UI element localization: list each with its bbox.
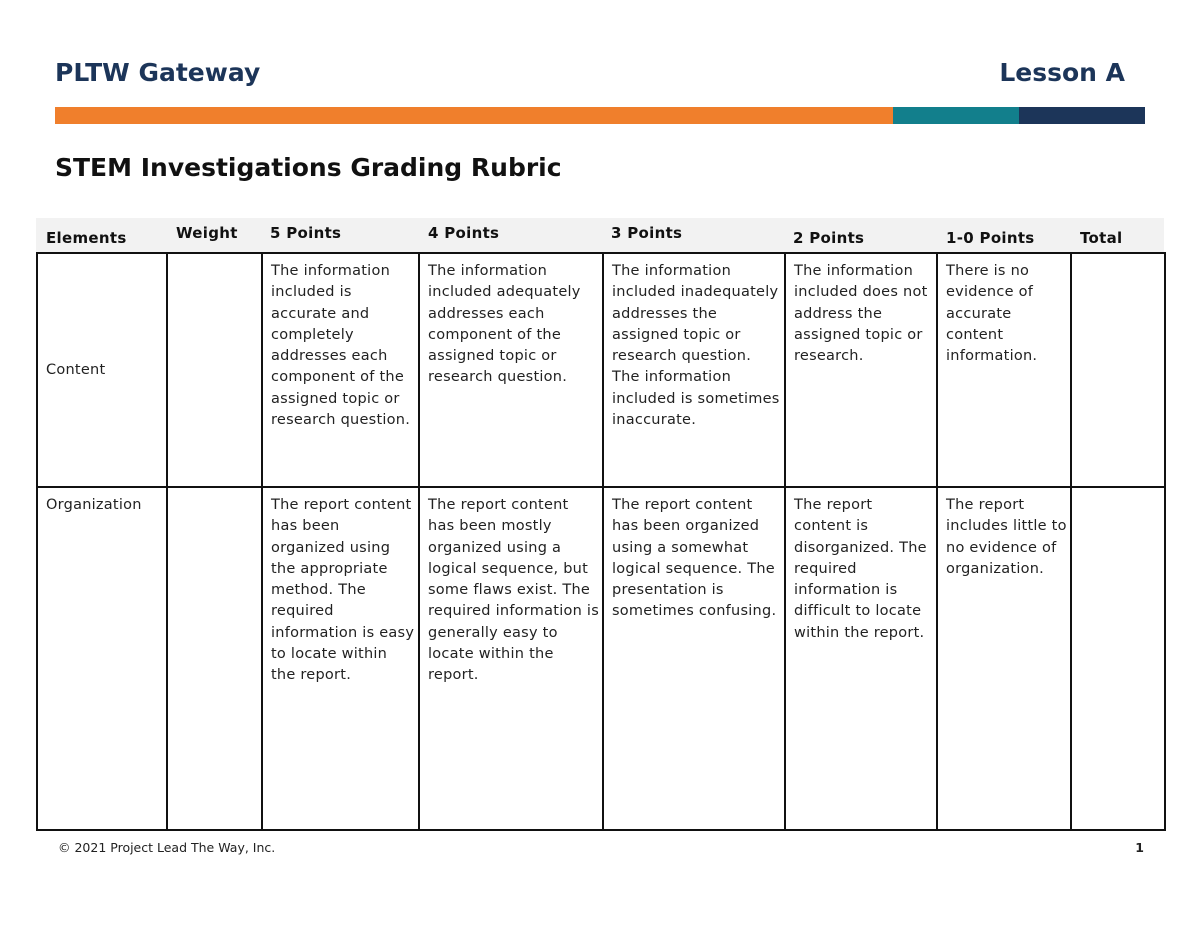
row-1-0-points-cell: The report includes little to no evidence of organization. (937, 487, 1071, 830)
program-title: PLTW Gateway (55, 58, 261, 87)
rubric-row-content (37, 253, 1165, 487)
row-total-cell (1071, 253, 1165, 487)
row-5-points-cell: The information included is accurate and completely addresses each component of the assigned topic or research question. (262, 253, 419, 487)
row-weight-cell (167, 487, 262, 830)
column-header-5-points: 5 Points (270, 224, 342, 242)
column-header-elements: Elements (46, 229, 127, 247)
column-header-2-points: 2 Points (793, 229, 865, 247)
header-bar-orange (55, 107, 893, 124)
row-1-0-points-cell: There is no evidence of accurate content information. (937, 253, 1071, 487)
column-header-total: Total (1080, 229, 1123, 247)
row-2-points-cell: The report content is disorganized. The required information is difficult to locate within the report. (785, 487, 937, 830)
column-header-weight: Weight (176, 224, 238, 242)
copyright-notice: © 2021 Project Lead The Way, Inc. (58, 840, 276, 855)
page-number: 1 (1135, 840, 1144, 855)
row-3-points-cell: The report content has been organized using a somewhat logical sequence. The presentation is sometimes confusing. (603, 487, 785, 830)
header-bar-teal (893, 107, 1019, 124)
column-header-3-points: 3 Points (611, 224, 683, 242)
header-bar-navy (1019, 107, 1145, 124)
row-2-points-cell: The information included does not address the assigned topic or research. (785, 253, 937, 487)
column-header-4-points: 4 Points (428, 224, 500, 242)
row-weight-cell (167, 253, 262, 487)
document-title: STEM Investigations Grading Rubric (55, 153, 562, 182)
lesson-label: Lesson A (999, 58, 1125, 87)
row-3-points-cell: The information included inadequately addresses the assigned topic or research question. The information included is sometimes inaccurate. (603, 253, 785, 487)
row-total-cell (1071, 487, 1165, 830)
row-5-points-cell: The report content has been organized using the appropriate method. The required information is easy to locate within the report. (262, 487, 419, 830)
rubric-table (36, 252, 1166, 831)
row-4-points-cell: The information included adequately addresses each component of the assigned topic or research question. (419, 253, 603, 487)
row-element-cell: Content (37, 253, 167, 487)
row-4-points-cell: The report content has been mostly organized using a logical sequence, but some flaws exist. The required information is generally easy to locate within the report. (419, 487, 603, 830)
column-header-1-0-points: 1-0 Points (946, 229, 1035, 247)
rubric-row-organization (37, 487, 1165, 830)
row-element-cell: Organization (37, 487, 167, 830)
